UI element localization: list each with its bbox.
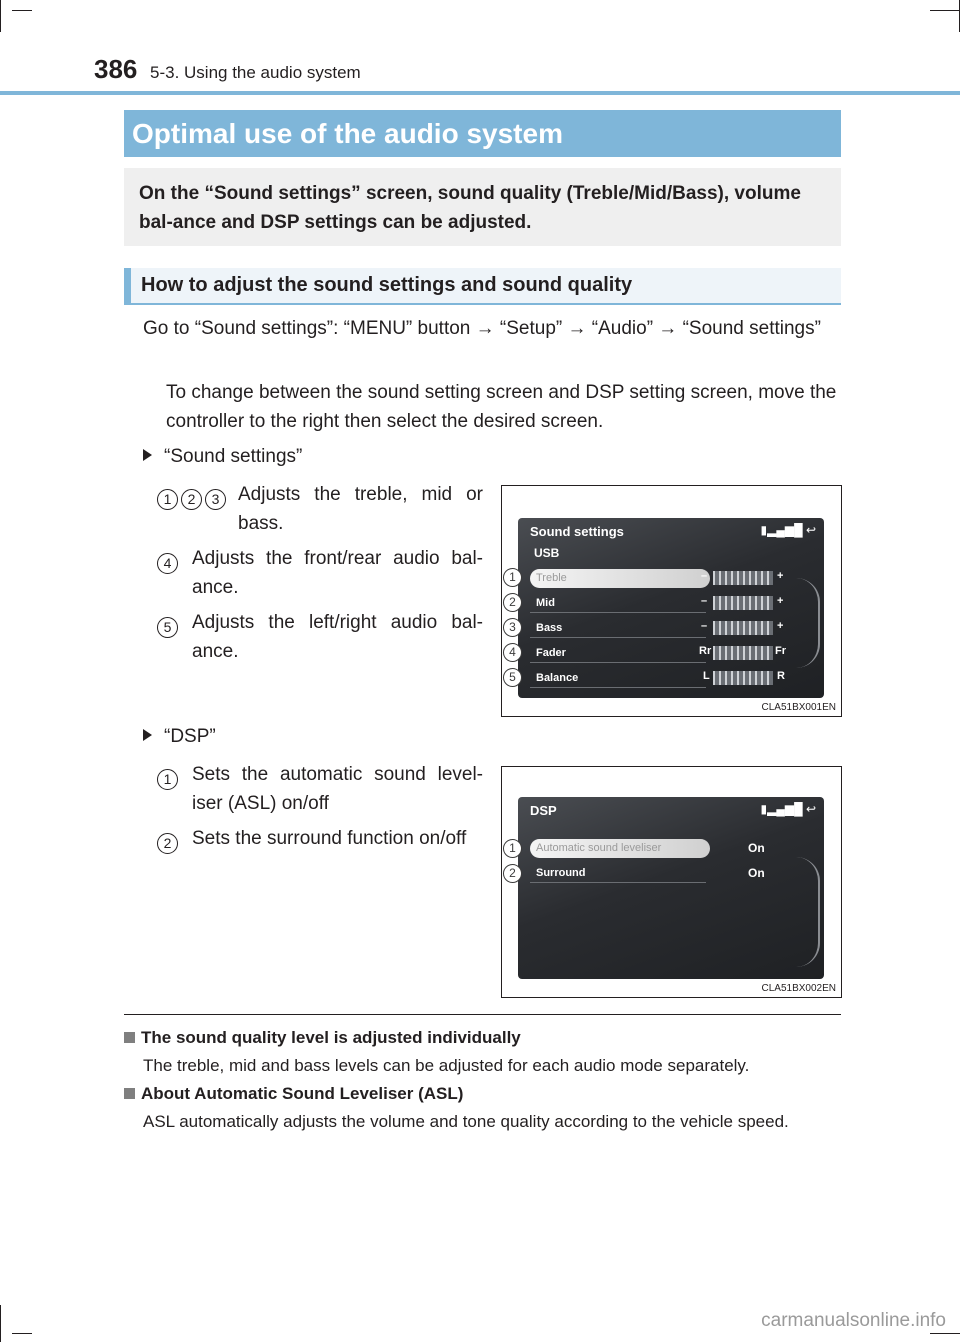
status-icons: ▮▂▄▆█ ↩ (760, 802, 816, 816)
note-title: About Automatic Sound Leveliser (ASL) (141, 1084, 464, 1103)
callout-number: 2 (503, 593, 522, 612)
balance-right-mark: R (777, 670, 785, 682)
menu-path-text: Go to “Sound settings”: “MENU” button → “Setup” → “Audio” → “Sound settings” (143, 318, 821, 339)
list-item (157, 760, 483, 820)
crop-mark (0, 1305, 1, 1342)
number-circle: 4 (157, 553, 178, 574)
crop-mark (930, 10, 960, 11)
screen-title: Sound settings (530, 524, 624, 539)
bullet-dsp (143, 722, 216, 751)
number-circle: 1 (157, 769, 178, 790)
mid-level-bar (713, 596, 773, 610)
fader-rear-mark: Rr (699, 645, 712, 657)
figure-code: CLA51BX002EN (761, 983, 836, 994)
notes-rule (124, 1014, 841, 1015)
main-title-bar (124, 110, 841, 157)
number-circle: 2 (157, 833, 178, 854)
treble-level-bar (713, 571, 773, 585)
screen-display (518, 797, 824, 979)
note-heading (124, 1084, 463, 1104)
crop-mark (930, 1333, 960, 1334)
callout-number: 4 (503, 643, 522, 662)
surround-value: On (748, 866, 765, 880)
list-item (157, 480, 483, 540)
screen-title: DSP (530, 803, 557, 818)
balance-level-bar (713, 671, 773, 685)
asl-value: On (748, 841, 765, 855)
status-icons: ▮▂▄▆█ ↩ (760, 523, 816, 537)
note-title: The sound quality level is adjusted individually (141, 1028, 521, 1047)
scroll-arc (796, 578, 820, 668)
plus-mark: + (777, 595, 784, 607)
item-text: Sets the automatic sound level-iser (ASL) on/off (192, 764, 483, 814)
note-body: ASL automatically adjusts the volume and tone quality according to the vehicle speed. (143, 1112, 789, 1131)
callout-number: 5 (503, 668, 522, 687)
fader-row: Fader (530, 644, 706, 663)
surround-row: Surround (530, 864, 706, 883)
list-item (157, 544, 483, 604)
sound-settings-screenshot (501, 485, 842, 717)
fader-front-mark: Fr (775, 645, 786, 657)
bullet-sound-settings (143, 442, 302, 471)
intro-text: On the “Sound settings” screen, sound quality (Treble/Mid/Bass), volume bal-ance and DSP settings can be adjusted. (139, 183, 801, 233)
number-circle: 3 (205, 489, 226, 510)
callout-number: 2 (503, 864, 522, 883)
bass-row: Bass (530, 619, 706, 638)
triangle-bullet-icon (143, 729, 152, 741)
treble-row: Treble (530, 569, 710, 588)
list-item (157, 608, 483, 668)
balance-row: Balance (530, 669, 706, 688)
scroll-arc (796, 857, 820, 967)
minus-mark: – (701, 620, 708, 632)
note-heading (124, 1028, 521, 1048)
plus-mark: + (777, 620, 784, 632)
item-text: Adjusts the left/right audio bal-ance. (192, 612, 483, 662)
plus-mark: + (777, 570, 784, 582)
balance-left-mark: L (703, 670, 710, 682)
page-number: 386 (94, 54, 138, 84)
bullet-dsp-label: “DSP” (164, 726, 216, 747)
callout-number: 1 (503, 568, 522, 587)
item-text: Sets the surround function on/off (192, 828, 467, 849)
subheading-text: How to adjust the sound settings and sound quality (141, 274, 633, 296)
source-label: USB (534, 546, 560, 560)
bullet-sound-settings-label: “Sound settings” (164, 446, 303, 467)
number-circle: 2 (181, 489, 202, 510)
figure-code: CLA51BX001EN (761, 702, 836, 713)
note-body: The treble, mid and bass levels can be adjusted for each audio mode separately. (143, 1056, 750, 1075)
header-rule (0, 91, 960, 95)
crop-mark (0, 0, 1, 32)
mid-row: Mid (530, 594, 706, 613)
list-item (157, 824, 483, 854)
triangle-bullet-icon (143, 449, 152, 461)
minus-mark: – (701, 570, 708, 582)
dsp-screenshot (501, 766, 842, 998)
section-title: 5-3. Using the audio system (150, 63, 361, 82)
item-text: Adjusts the front/rear audio bal-ance. (192, 548, 483, 598)
square-bullet-icon (124, 1088, 135, 1099)
crop-mark (12, 1333, 32, 1334)
subheading-stripe (124, 268, 131, 303)
item-text: Adjusts the treble, mid or bass. (238, 484, 483, 534)
main-title: Optimal use of the audio system (132, 118, 563, 149)
number-circle: 1 (157, 489, 178, 510)
number-circle: 5 (157, 617, 178, 638)
square-bullet-icon (124, 1032, 135, 1043)
crop-mark (12, 10, 32, 11)
callout-number: 3 (503, 618, 522, 637)
screen-display (518, 518, 824, 698)
watermark: carmanualsonline.info (761, 1310, 946, 1331)
callout-number: 1 (503, 839, 522, 858)
bass-level-bar (713, 621, 773, 635)
minus-mark: – (701, 595, 708, 607)
item-numbers (157, 484, 226, 513)
asl-row: Automatic sound leveliser (530, 839, 710, 858)
change-screen-text: To change between the sound setting screen and DSP setting screen, move the controller to the right then select the desired screen. (166, 382, 837, 432)
fader-level-bar (713, 646, 773, 660)
subheading-bar (124, 268, 841, 305)
intro-box (124, 168, 841, 246)
